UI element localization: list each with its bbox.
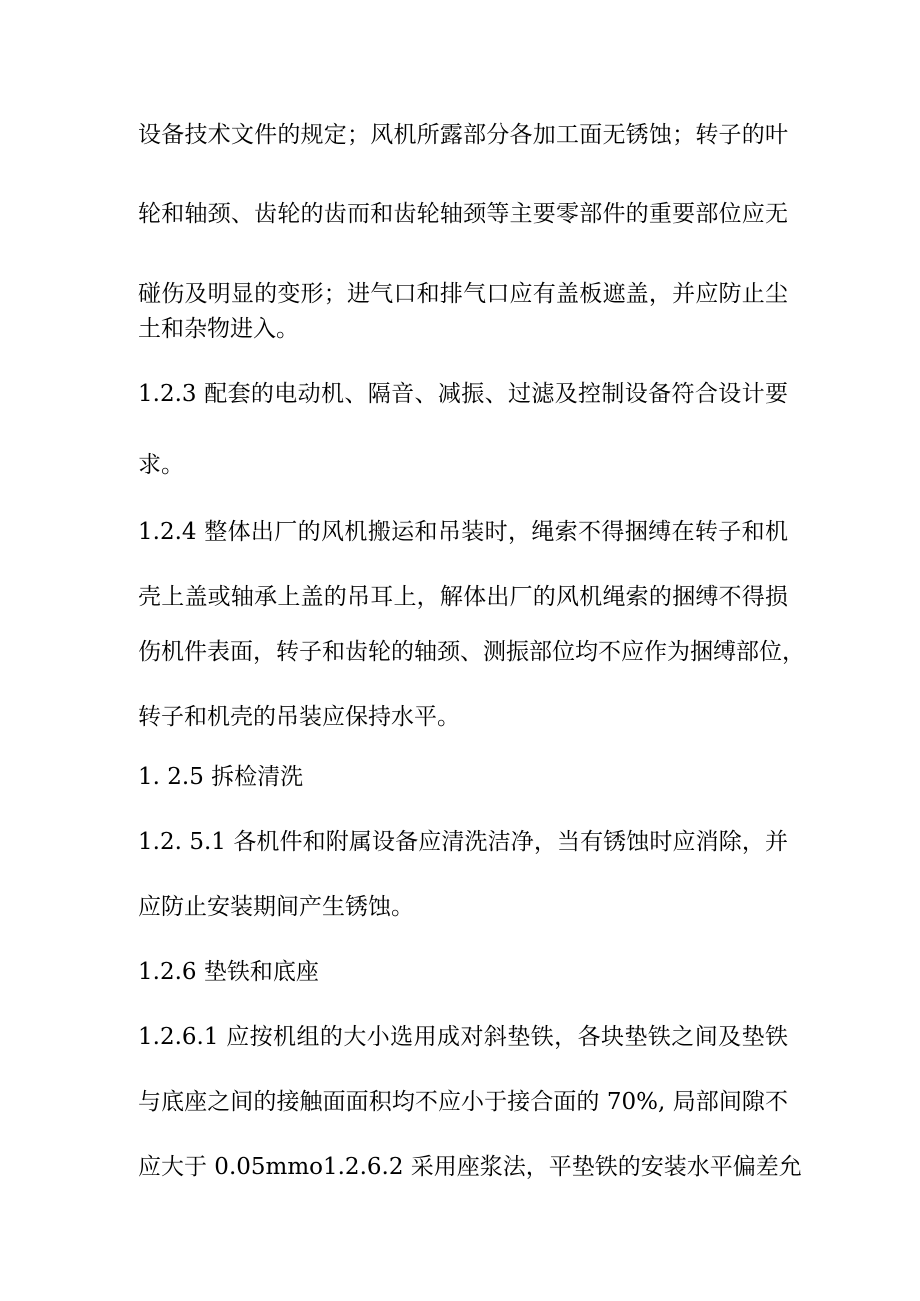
text-line: 设备技术文件的规定；风机所露部分各加工面无锈蚀；转子的叶 — [138, 122, 788, 148]
section-heading: 1.2.6 垫铁和底座 — [138, 959, 319, 985]
text-line: 土和杂物进入。 — [138, 316, 299, 342]
text-line: 1.2. 5.1 各机件和附属设备应清洗洁净，当有锈蚀时应消除，并 — [138, 829, 788, 855]
text-line: 应大于 0.05mmo1.2.6.2 采用座浆法，平垫铁的安装水平偏差允 — [138, 1154, 802, 1180]
text-line: 1.2.3 配套的电动机、隔音、减振、过滤及控制设备符合设计要 — [138, 381, 788, 407]
text-line: 1.2.6.1 应按机组的大小选用成对斜垫铁，各块垫铁之间及垫铁 — [138, 1024, 788, 1050]
text-line: 应防止安装期间产生锈蚀。 — [138, 894, 414, 920]
text-line: 轮和轴颈、齿轮的齿而和齿轮轴颈等主要零部件的重要部位应无 — [138, 201, 788, 227]
text-line: 1.2.4 整体出厂的风机搬运和吊装时，绳索不得捆缚在转子和机 — [138, 519, 788, 545]
text-line: 求。 — [138, 452, 184, 478]
text-line: 碰伤及明显的变形；进气口和排气口应有盖板遮盖，并应防止尘 — [138, 281, 788, 307]
text-line: 壳上盖或轴承上盖的吊耳上，解体出厂的风机绳索的捆缚不得损 — [138, 584, 788, 610]
text-line: 伤机件表面，转子和齿轮的轴颈、测振部位均不应作为捆缚部位， — [138, 639, 805, 665]
text-line: 与底座之间的接触面面积均不应小于接合面的 70%, 局部间隙不 — [138, 1089, 788, 1115]
section-heading: 1. 2.5 拆检清洗 — [138, 764, 304, 790]
text-line: 转子和机壳的吊装应保持水平。 — [138, 704, 460, 730]
